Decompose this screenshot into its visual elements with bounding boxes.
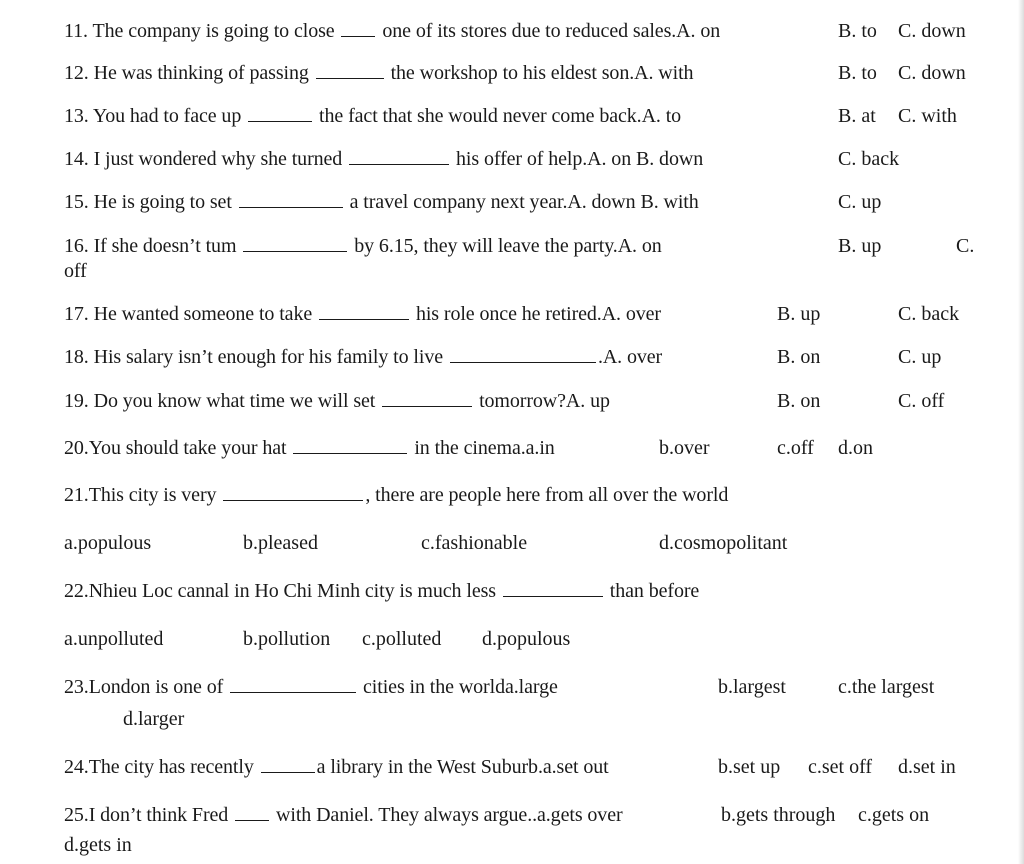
question-20-text: 20.You should take your hat	[64, 437, 287, 459]
option-d: d.populous	[482, 628, 571, 650]
question-17-rest: his role once he retired.A. over	[415, 303, 661, 325]
question-17-text: 17. He wanted someone to take	[64, 303, 313, 325]
question-15	[64, 190, 699, 214]
question-19-text: 19. Do you know what time we will set	[64, 390, 376, 412]
question-19	[64, 389, 610, 413]
option-c: C. back	[838, 148, 900, 170]
answer-blank	[503, 582, 603, 597]
question-22-rest: than before	[609, 580, 700, 602]
question-12	[64, 61, 693, 85]
option-b: B. on	[777, 390, 821, 412]
question-25-rest: with Daniel. They always argue..a.gets over	[276, 804, 623, 826]
option-b: B. on	[777, 346, 821, 368]
question-11-rest: one of its stores due to reduced sales.A. on	[382, 20, 721, 42]
option-b: b.pollution	[243, 628, 331, 650]
option-c: C.	[956, 235, 975, 257]
question-21-rest: , there are people here from all over the world	[365, 484, 729, 506]
question-13	[64, 104, 681, 128]
option-c: C. back	[898, 303, 960, 325]
option-d: d.gets in	[64, 834, 132, 856]
option-b: B. to	[838, 62, 877, 84]
question-23-text: 23.London is one of	[64, 676, 224, 698]
option-b: B. at	[838, 105, 876, 127]
question-16-continued: off	[64, 260, 87, 282]
question-18-rest: .A. over	[597, 346, 663, 368]
page-edge-shadow	[1018, 0, 1024, 864]
question-20	[64, 436, 555, 460]
question-12-text: 12. He was thinking of passing	[64, 62, 309, 84]
answer-blank	[319, 305, 409, 320]
answer-blank	[230, 678, 356, 693]
option-d: d.larger	[123, 708, 185, 730]
option-c: c.gets on	[858, 804, 930, 826]
question-21	[64, 483, 728, 507]
option-c: C. off	[898, 390, 945, 412]
question-11-text: 11. The company is going to close	[64, 20, 335, 42]
answer-blank	[248, 107, 312, 122]
question-11	[64, 19, 720, 43]
answer-blank	[261, 758, 315, 773]
option-b: b.set up	[718, 756, 781, 778]
question-18-text: 18. His salary isn’t enough for his family to live	[64, 346, 444, 368]
question-21-text: 21.This city is very	[64, 484, 217, 506]
question-12-rest: the workshop to his eldest son.A. with	[390, 62, 694, 84]
option-b: B. up	[777, 303, 821, 325]
option-d: d.set in	[898, 756, 956, 778]
option-a: a.unpolluted	[64, 628, 164, 650]
question-19-rest: tomorrow?A. up	[479, 390, 610, 412]
question-16-rest: by 6.15, they will leave the party.A. on	[354, 235, 662, 257]
question-13-text: 13. You had to face up	[64, 105, 242, 127]
question-15-text: 15. He is going to set	[64, 191, 232, 213]
question-25-text: 25.I don’t think Fred	[64, 804, 229, 826]
question-24-rest: a library in the West Suburb.a.set out	[316, 756, 609, 778]
option-c: C. down	[898, 20, 966, 42]
option-c: c.the largest	[838, 676, 935, 698]
option-c: c.off	[777, 437, 814, 459]
question-13-rest: the fact that she would never come back.A. to	[319, 105, 682, 127]
answer-blank	[293, 439, 407, 454]
question-22-text: 22.Nhieu Loc cannal in Ho Chi Minh city is much less	[64, 580, 496, 602]
question-16	[64, 234, 662, 258]
question-24-text: 24.The city has recently	[64, 756, 254, 778]
option-b: B. to	[838, 20, 877, 42]
answer-blank	[223, 486, 363, 501]
option-b: b.over	[659, 437, 710, 459]
option-a: a.populous	[64, 532, 152, 554]
option-d: d.cosmopolitant	[659, 532, 788, 554]
option-b: b.largest	[718, 676, 786, 698]
answer-blank	[349, 150, 449, 165]
question-14-text: 14. I just wondered why she turned	[64, 148, 343, 170]
option-d: d.on	[838, 437, 873, 459]
question-24	[64, 755, 609, 779]
option-b: B. up	[838, 235, 882, 257]
answer-blank	[341, 22, 375, 37]
question-23-rest: cities in the worlda.large	[363, 676, 558, 698]
option-c: C. up	[838, 191, 882, 213]
answer-blank	[450, 348, 596, 363]
question-14-rest: his offer of help.A. on B. down	[456, 148, 704, 170]
answer-blank	[316, 64, 384, 79]
question-18	[64, 345, 662, 369]
question-15-rest: a travel company next year.A. down B. with	[349, 191, 699, 213]
option-c: C. with	[898, 105, 957, 127]
option-c: c.fashionable	[421, 532, 528, 554]
question-23	[64, 675, 558, 699]
answer-blank	[382, 392, 472, 407]
question-14	[64, 147, 703, 171]
question-25	[64, 803, 623, 827]
option-c: c.polluted	[362, 628, 442, 650]
question-16-text: 16. If she doesn’t tum	[64, 235, 237, 257]
option-c: c.set off	[808, 756, 873, 778]
option-b: b.pleased	[243, 532, 318, 554]
option-c: C. down	[898, 62, 966, 84]
answer-blank	[235, 806, 269, 821]
answer-blank	[243, 237, 347, 252]
answer-blank	[239, 193, 343, 208]
question-22	[64, 579, 699, 603]
question-20-rest: in the cinema.a.in	[414, 437, 555, 459]
option-b: b.gets through	[721, 804, 836, 826]
option-c: C. up	[898, 346, 942, 368]
question-17	[64, 302, 661, 326]
